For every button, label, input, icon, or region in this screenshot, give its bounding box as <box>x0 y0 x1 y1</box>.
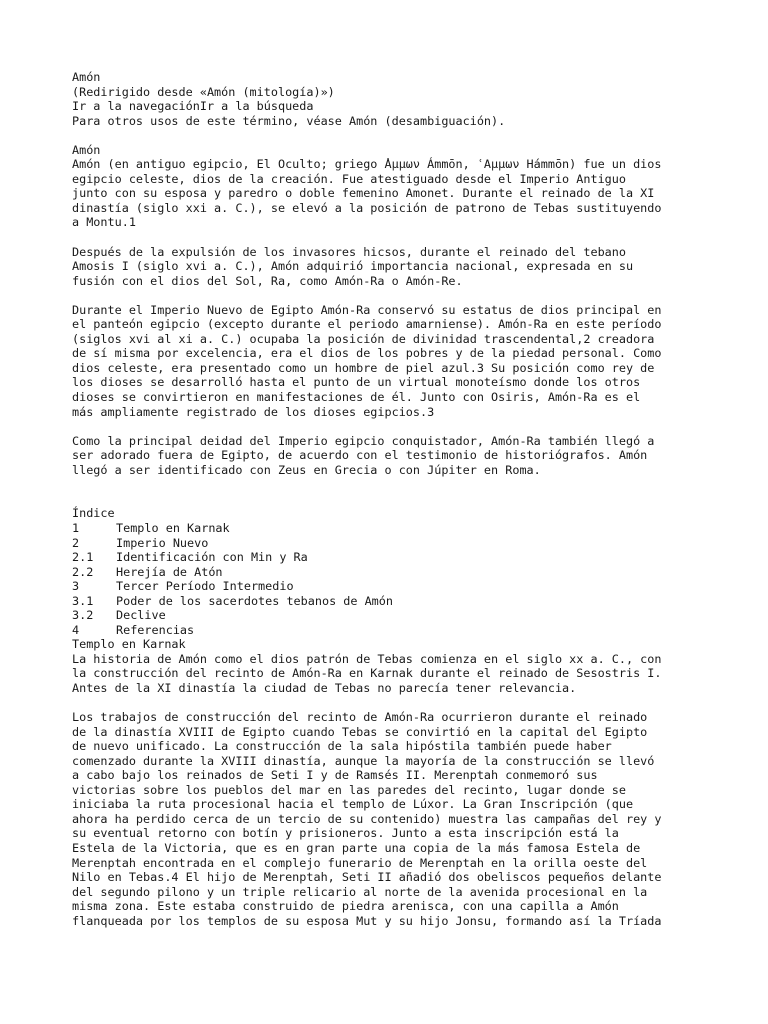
paragraph-line: Durante el Imperio Nuevo de Egipto Amón-Ra conservó su estatus de dios principal en <box>72 302 662 317</box>
toc-item-label[interactable]: Identificación con Min y Ra <box>116 550 308 565</box>
disambiguation-note[interactable]: Para otros usos de este término, véase Amón (desambiguación). <box>72 113 506 128</box>
paragraph-line: (siglos xvi al xi a. C.) ocupaba la posición de divinidad trascendental,2 creadora <box>72 331 655 346</box>
paragraph-line: Estela de la Victoria, que es en gran parte una copia de la más famosa Estela de <box>72 840 641 855</box>
toc-item[interactable] <box>72 550 712 565</box>
toc-item-label[interactable]: Referencias <box>116 622 195 637</box>
paragraph-line: su eventual retorno con botín y prisioneros. Junto a esta inscripción está la <box>72 826 619 841</box>
paragraph-line: dios celeste, era presentado como un hombre de piel azul.3 Su posición como rey de <box>72 360 655 375</box>
toc-item-number: 2.2 <box>72 564 94 579</box>
paragraph-line: Nilo en Tebas.4 El hijo de Merenptah, Seti II añadió dos obeliscos pequeños delante <box>72 870 662 885</box>
spacer <box>72 288 712 303</box>
paragraph-line: Después de la expulsión de los invasores hicsos, durante el reinado del tebano <box>72 244 626 259</box>
paragraph-line: comenzado durante la XVIII dinastía, aunque la mayoría de la construcción se llevó <box>72 753 655 768</box>
paragraph-line: Antes de la XI dinastía la ciudad de Tebas no parecía tener relevancia. <box>72 680 577 695</box>
page-title: Amón <box>72 70 101 84</box>
toc-item[interactable] <box>72 521 712 536</box>
paragraph-line: dioses se convirtieron en manifestaciones de él. Junto con Osiris, Amón-Ra es el <box>72 390 641 405</box>
toc-item-number: 4 <box>72 622 80 637</box>
paragraph-line: dinastía (siglo xxi a. C.), se elevó a la posición de patrono de Tebas sustituyendo <box>72 200 662 215</box>
toc-item-number: 2 <box>72 535 80 550</box>
paragraph-line: los dioses se desarrolló hasta el punto de un virtual monoteísmo donde los otros <box>72 375 641 390</box>
section-heading: Templo en Karnak <box>72 637 186 652</box>
toc-item-number: 3.2 <box>72 608 94 623</box>
toc-item[interactable] <box>72 594 712 609</box>
paragraph-line: a cabo bajo los reinados de Seti I y de Ramsés II. Merenptah conmemoró sus <box>72 768 598 783</box>
paragraph-line: de la dinastía XVIII de Egipto cuando Tebas se convirtió en la capital del Egipto <box>72 724 648 739</box>
toc-item[interactable] <box>72 565 712 580</box>
paragraph-line: misma zona. Este estaba construido de piedra arenisca, con una capilla a Amón <box>72 899 619 914</box>
toc-item-label[interactable]: Templo en Karnak <box>116 520 230 535</box>
toc-item[interactable] <box>72 623 712 638</box>
paragraph-line: fusión con el dios del Sol, Ra, como Amón-Ra o Amón-Re. <box>72 273 463 288</box>
toc-heading: Índice <box>72 506 115 521</box>
paragraph-line: Los trabajos de construcción del recinto de Amón-Ra ocurrieron durante el reinado <box>72 710 648 725</box>
toc-item-label[interactable]: Herejía de Atón <box>116 564 223 579</box>
toc-item-label[interactable]: Tercer Período Intermedio <box>116 579 294 594</box>
toc-item[interactable] <box>72 579 712 594</box>
document-page <box>72 70 712 928</box>
paragraph-line: junto con su esposa y paredro o doble femenino Amonet. Durante el reinado de la XI <box>72 186 655 201</box>
toc-item-label[interactable]: Imperio Nuevo <box>116 535 209 550</box>
paragraph-line: de nuevo unificado. La construcción de la sala hipóstila también puede haber <box>72 739 612 754</box>
paragraph-line: egipcio celeste, dios de la creación. Fue atestiguado desde el Imperio Antiguo <box>72 171 626 186</box>
paragraph-line: Como la principal deidad del Imperio egipcio conquistador, Amón-Ra también llegó a <box>72 433 655 448</box>
paragraph-line: La historia de Amón como el dios patrón de Tebas comienza en el siglo xx a. C., con <box>72 651 662 666</box>
redirect-note: (Redirigido desde «Amón (mitología)») <box>72 84 335 99</box>
paragraph-line: de sí misma por excelencia, era el dios de los pobres y de la piedad personal. Como <box>72 346 662 361</box>
spacer <box>72 419 712 434</box>
spacer <box>72 128 712 143</box>
spacer <box>72 696 712 711</box>
paragraph-line: ahora ha perdido cerca de un tercio de su contenido) muestra las campañas del rey y <box>72 811 662 826</box>
paragraph-line: el panteón egipcio (excepto durante el periodo amarniense). Amón-Ra en este período <box>72 317 662 332</box>
paragraph-line: a Montu.1 <box>72 215 136 230</box>
spacer <box>72 477 712 506</box>
spacer <box>72 230 712 245</box>
paragraph-line: iniciaba la ruta procesional hacia el templo de Lúxor. La Gran Inscripción (que <box>72 797 634 812</box>
toc-item-label[interactable]: Declive <box>116 608 166 623</box>
paragraph-line: Amón (en antiguo egipcio, El Oculto; griego ̓Αμμων Ámmōn, ʿΑμμων Hámmōn) fue un dios <box>72 157 662 172</box>
toc-item-number: 3.1 <box>72 593 94 608</box>
paragraph-line: la construcción del recinto de Amón-Ra en Karnak durante el reinado de Sesostris I. <box>72 666 662 681</box>
paragraph-line: más ampliamente registrado de los dioses egipcios.3 <box>72 404 435 419</box>
paragraph-line: Amosis I (siglo xvi a. C.), Amón adquirió importancia nacional, expresada en su <box>72 259 634 274</box>
paragraph-line: Merenptah encontrada en el complejo funerario de Merenptah en la orilla oeste del <box>72 855 648 870</box>
toc-item[interactable] <box>72 608 712 623</box>
skip-navigation-links[interactable]: Ir a la navegaciónIr a la búsqueda <box>72 99 314 114</box>
paragraph-line: del segundo pilono y un triple relicario al norte de la avenida procesional en la <box>72 884 648 899</box>
paragraph-line: llegó a ser identificado con Zeus en Grecia o con Júpiter en Roma. <box>72 462 541 477</box>
table-of-contents <box>72 521 712 637</box>
toc-item-number: 3 <box>72 579 80 594</box>
toc-item-number: 2.1 <box>72 550 94 565</box>
paragraph-line: flanqueada por los templos de su esposa Mut y su hijo Jonsu, formando así la Tríada <box>72 913 662 928</box>
toc-item[interactable] <box>72 536 712 551</box>
toc-item-label[interactable]: Poder de los sacerdotes tebanos de Amón <box>116 593 393 608</box>
paragraph-line: ser adorado fuera de Egipto, de acuerdo con el testimonio de historiógrafos. Amón <box>72 448 648 463</box>
toc-item-number: 1 <box>72 520 80 535</box>
paragraph-line: victorias sobre los pueblos del mar en las paredes del recinto, lugar donde se <box>72 782 626 797</box>
article-heading: Amón <box>72 142 101 157</box>
